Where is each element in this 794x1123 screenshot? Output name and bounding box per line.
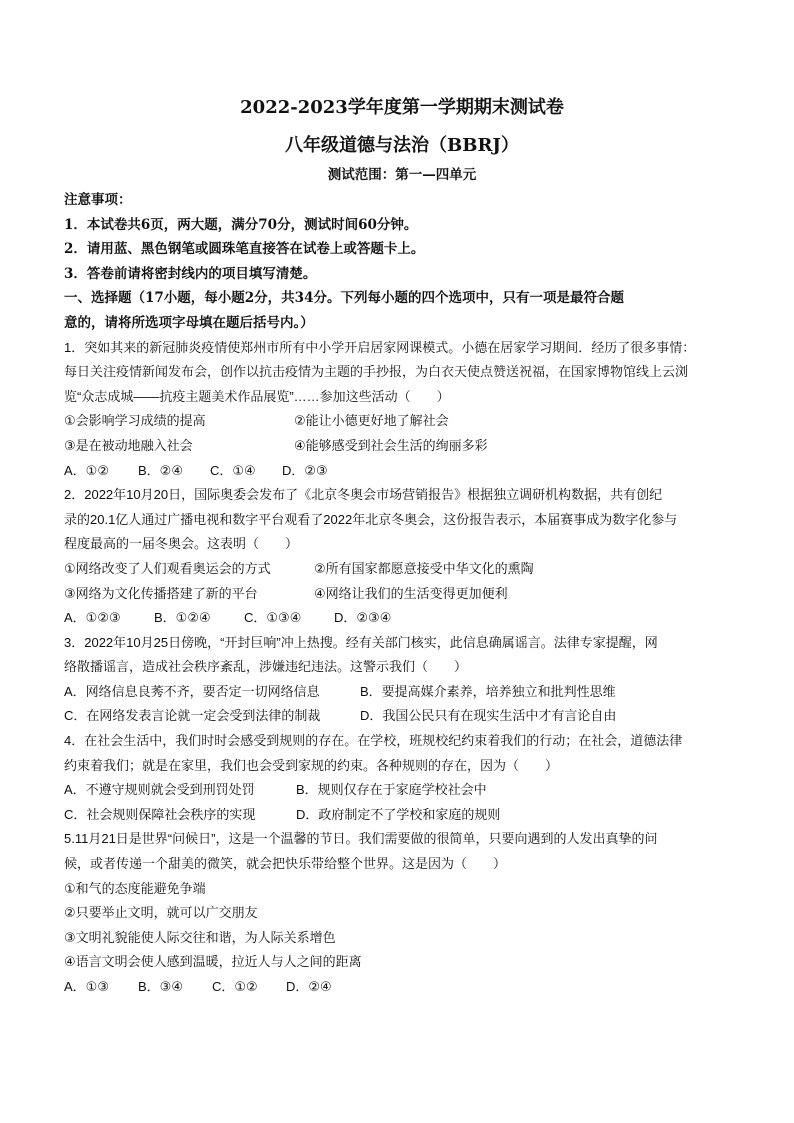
notes-block: [64, 188, 740, 286]
statement: ③网络为文化传播搭建了新的平台: [64, 585, 258, 601]
question-2: [64, 483, 740, 631]
question-stem-line: 录的20.1亿人通过广播电视和数字平台观看了2022年北京冬奥会，这份报告表示，本届赛事成为数字化参与: [64, 511, 678, 527]
statement: ①会影响学习成绩的提高: [64, 413, 206, 429]
choice-row: [64, 778, 740, 803]
question-stem-line: 络散播谣言，造成社会秩序紊乱，涉嫌违纪违法。这警示我们（ ）: [64, 659, 468, 675]
statement-row: [64, 557, 740, 582]
option-b: B．②④: [138, 462, 183, 478]
question-stem-line: 1．突如其来的新冠肺炎疫情使郑州市所有中小学开启居家网课模式。小德在居家学习期间．经历了很多事情：: [64, 339, 696, 355]
statement-row: [64, 582, 740, 607]
question-stem-line: 2．2022年10月20日，国际奥委会发布了《北京冬奥会市场营销报告》根据独立调研机构数据，共有创纪: [64, 487, 663, 503]
option-b: B．①②④: [154, 610, 211, 626]
statement: ①网络改变了人们观看奥运会的方式: [64, 560, 271, 576]
statement-row: [64, 409, 740, 434]
statement-row: [64, 434, 740, 459]
option-d: D．②④: [286, 979, 332, 994]
option-b: B．要提高媒介素养，培养独立和批判性思维: [360, 683, 616, 699]
statement: ③是在被动地融入社会: [64, 437, 193, 453]
notes-heading: 注意事项：: [64, 192, 132, 208]
note-item: 1．本试卷共6页，两大题，满分70分，测试时间60分钟。: [64, 216, 418, 233]
option-a: A．①③: [64, 979, 109, 994]
option-c: C．在网络发表言论就一定会受到法律的制裁: [64, 708, 321, 724]
option-b: B．规则仅存在于家庭学校社会中: [296, 782, 487, 798]
statement: ③文明礼貌能使人际交往和谐，为人际关系增色: [64, 929, 336, 945]
statement: ②只要举止文明，就可以广交朋友: [64, 905, 258, 921]
option-c: C．①②: [212, 979, 258, 994]
question-stem-line: 4．在社会生活中，我们时时会感受到规则的存在。在学校，班规校纪约束着我们的行动；在社会，道德法律: [64, 733, 683, 749]
question-stem-line: 每日关注疫情新闻发布会，创作以抗击疫情为主题的手抄报，为白衣天使点赞送祝福，在国家博物馆线上云浏: [64, 364, 689, 380]
statement: ④网络让我们的生活变得更加便利: [314, 585, 508, 601]
options-row: [64, 975, 740, 1000]
question-stem-line: 候，或者传递一个甜美的微笑，就会把快乐带给整个世界。这是因为（ ）: [64, 856, 507, 872]
option-b: B．③④: [138, 979, 183, 994]
option-d: D．②③: [282, 462, 328, 478]
statement: ②所有国家都愿意接受中华文化的熏陶: [314, 560, 534, 576]
options-row: [64, 606, 740, 631]
question-stem-line: 览“众志成城——抗疫主题美术作品展览”……参加这些活动（ ）: [64, 388, 450, 404]
option-c: C．①③④: [244, 610, 302, 626]
question-stem-line: 约束着我们；就是在家里，我们也会受到家规的约束。各种规则的存在，因为（ ）: [64, 757, 559, 773]
option-d: D．我国公民只有在现实生活中才有言论自由: [360, 708, 617, 724]
option-c: C．社会规则保障社会秩序的实现: [64, 806, 256, 822]
option-a: A．网络信息良莠不齐，要否定一切网络信息: [64, 683, 320, 699]
question-5: [64, 827, 740, 999]
note-item: 3．答卷前请将密封线内的项目填写清楚。: [64, 265, 317, 282]
question-stem-line: 5.11月21日是世界“问候日”，这是一个温馨的节日。我们需要做的很简单，只要向遇到的人发出真挚的问: [64, 831, 658, 847]
question-1: [64, 336, 740, 484]
option-a: A．不遵守规则就会受到刑罚处罚: [64, 782, 255, 798]
test-scope: 测试范围：第一—四单元: [327, 167, 477, 183]
question-4: [64, 729, 740, 827]
statement: ②能让小德更好地了解社会: [294, 413, 449, 429]
note-item: 2．请用蓝、黑色钢笔或圆珠笔直接答在试卷上或答题卡上。: [64, 241, 425, 258]
option-d: D．②③④: [334, 610, 392, 626]
choice-row: [64, 803, 740, 828]
exam-subtitle: 八年级道德与法治（BBRJ）: [285, 135, 519, 156]
section-instructions-line: 意的，请将所选项字母填在题后括号内。）: [64, 314, 314, 331]
section-instructions-line: 一、选择题（17小题，每小题2分，共34分。下列每小题的四个选项中，只有一项是最符合题: [64, 290, 624, 307]
option-c: C．①④: [210, 462, 256, 478]
question-stem-line: 程度最高的一届冬奥会。这表明（ ）: [64, 536, 299, 552]
question-stem-line: 3．2022年10月25日傍晚，“开封巨响”冲上热搜。经有关部门核实，此信息确属谣言。法律专家提醒，网: [64, 634, 658, 650]
option-d: D．政府制定不了学校和家庭的规则: [296, 806, 501, 822]
option-a: A．①②③: [64, 610, 121, 626]
exam-title: 2022-2023学年度第一学期期末测试卷: [240, 97, 564, 118]
options-row: [64, 459, 740, 484]
option-a: A．①②: [64, 462, 109, 478]
section-heading: [64, 286, 740, 335]
question-3: [64, 631, 740, 729]
statement: ④语言文明会使人感到温暖，拉近人与人之间的距离: [64, 954, 362, 970]
statement: ①和气的态度能避免争端: [64, 880, 206, 896]
choice-row: [64, 680, 740, 705]
choice-row: [64, 704, 740, 729]
statement: ④能够感受到社会生活的绚丽多彩: [294, 437, 488, 453]
exam-page: [64, 96, 740, 1000]
